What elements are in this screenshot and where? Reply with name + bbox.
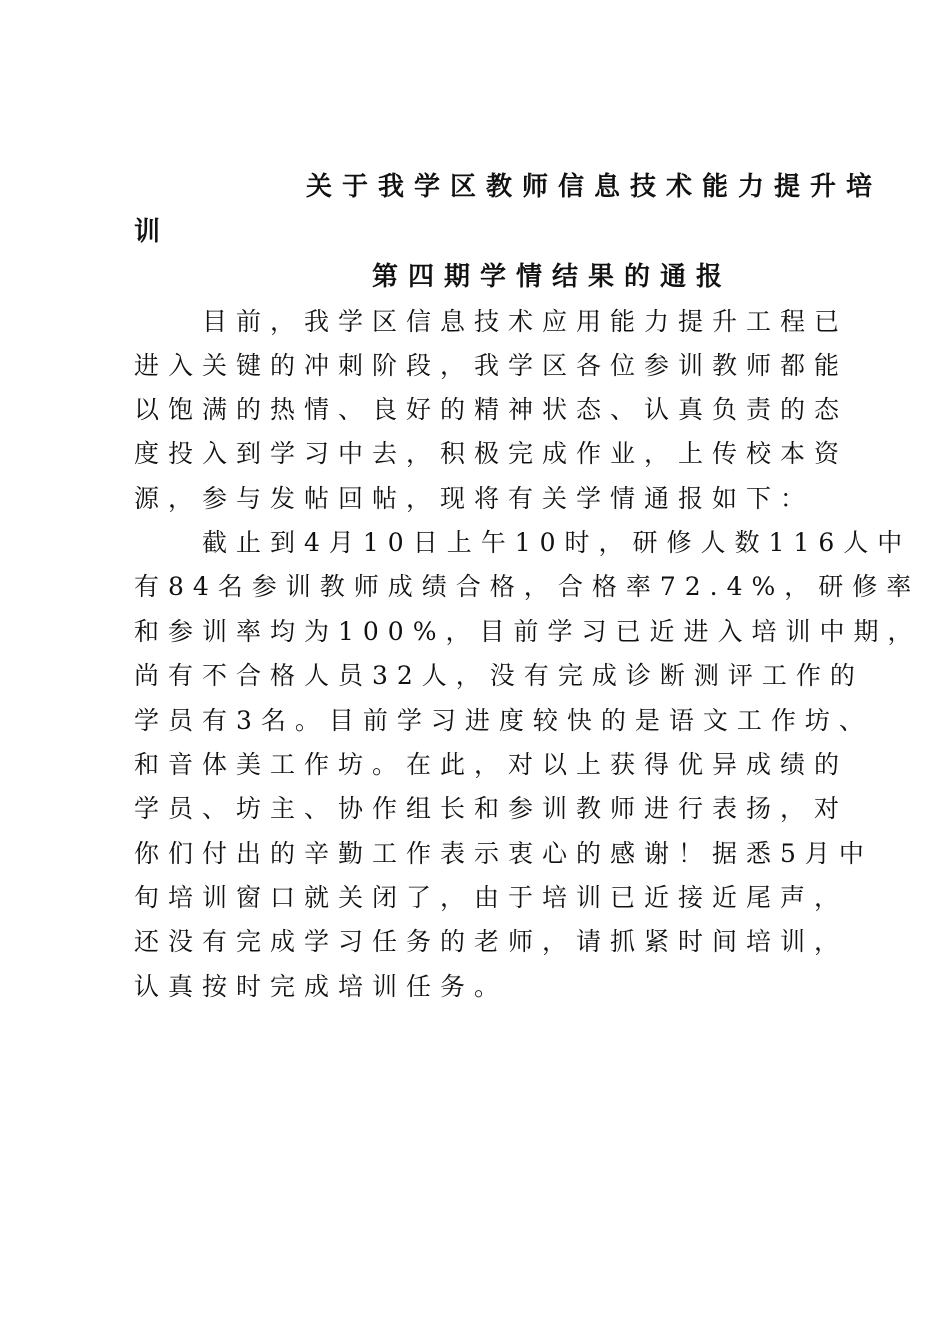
- body-line-11: 和音体美工作坊。在此，对以上获得优异成绩的: [134, 750, 849, 779]
- body-line-1: 目前，我学区信息技术应用能力提升工程已: [134, 307, 849, 336]
- body-line-7: 有84名参训教师成绩合格，合格率72.4%，研修率: [134, 572, 921, 601]
- body-line-14: 旬培训窗口就关闭了，由于培训已近接近尾声，: [134, 883, 849, 912]
- body-line-15: 还没有完成学习任务的老师，请抓紧时间培训，: [134, 927, 849, 956]
- document-title-line-1: 关于我学区教师信息技术能力提升培: [306, 172, 883, 202]
- body-line-2: 进入关键的冲刺阶段，我学区各位参训教师都能: [134, 351, 849, 380]
- body-line-13: 你们付出的辛勤工作表示衷心的感谢！据悉5月中: [134, 839, 873, 868]
- body-line-10: 学员有3名。目前学习进度较快的是语文工作坊、: [134, 706, 873, 735]
- body-line-12: 学员、坊主、协作组长和参训教师进行表扬，对: [134, 794, 849, 823]
- body-line-9: 尚有不合格人员32人，没有完成诊断测评工作的: [134, 661, 864, 690]
- body-line-4: 度投入到学习中去，积极完成作业，上传校本资: [134, 439, 849, 468]
- body-line-3: 以饱满的热情、良好的精神状态、认真负责的态: [134, 395, 849, 424]
- body-line-16: 认真按时完成培训任务。: [134, 972, 509, 1001]
- body-line-5: 源，参与发帖回帖，现将有关学情通报如下：: [134, 484, 815, 513]
- body-line-6: 截止到4月10日上午10时，研修人数116人中: [134, 528, 912, 557]
- document-title-line-2: 训: [134, 217, 171, 247]
- document-subtitle: 第四期学情结果的通报: [372, 262, 733, 292]
- body-line-8: 和参训率均为100%，目前学习已近进入培训中期，: [134, 617, 922, 646]
